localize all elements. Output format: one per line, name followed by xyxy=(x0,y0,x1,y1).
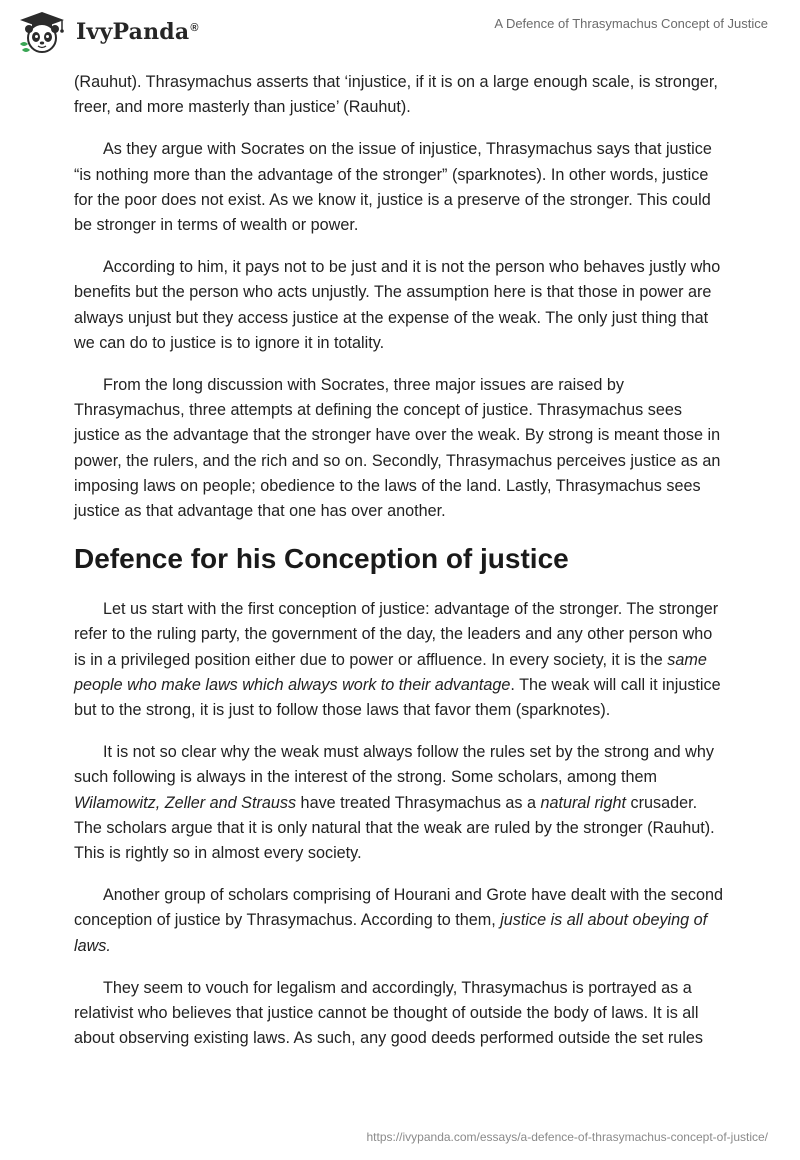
page-header xyxy=(0,0,800,64)
brand-name: IvyPanda® xyxy=(76,19,199,45)
section-heading: Defence for his Conception of justice xyxy=(74,543,569,575)
paragraph: They seem to vouch for legalism and accordingly, Thrasymachus is portrayed as a relativist who believes that justice cannot be thought of outside the body of laws. It is all about observing existing laws. As such, any good deeds performed outside the set rules xyxy=(74,978,703,1048)
paragraph: (Rauhut). Thrasymachus asserts that ‘injustice, if it is on a large enough scale, is stronger, freer, and more masterly than justice’ (Rauhut). xyxy=(74,73,718,117)
paragraph: Let us start with the first conception of justice: advantage of the stronger. The stronger refer to the ruling party, the government of the day, the leaders and any other person who is in a privileged position either due to power or affluence. In every society, it is the same people who make laws which always work to their advantage. The weak will call it injustice but to the strong, it is just to follow those laws that favor them (sparknotes). xyxy=(74,600,721,720)
panda-graduate-icon xyxy=(16,10,68,54)
paragraph: It is not so clear why the weak must always follow the rules set by the strong and why such following is always in the interest of the strong. Some scholars, among them Wilamowitz, Zeller and Strauss have treated Thrasymachus as a natural right crusader. The scholars argue that it is only natural that the weak are ruled by the stronger (Rauhut). This is rightly so in almost every society. xyxy=(74,743,715,863)
document-title: A Defence of Thrasymachus Concept of Justice xyxy=(494,16,768,31)
paragraph: As they argue with Socrates on the issue of injustice, Thrasymachus says that justice “is nothing more than the advantage of the stronger” (sparknotes). In other words, justice for the poor does not exist. As we know it, justice is a preserve of the stronger. This could be stronger in terms of wealth or power. xyxy=(74,140,712,235)
ivypanda-logo[interactable] xyxy=(16,10,199,54)
source-url[interactable]: https://ivypanda.com/essays/a-defence-of-thrasymachus-concept-of-justice/ xyxy=(366,1130,768,1144)
paragraph: Another group of scholars comprising of Hourani and Grote have dealt with the second conception of justice by Thrasymachus. According to them, justice is all about obeying of laws. xyxy=(74,886,723,955)
essay-body xyxy=(74,70,726,1069)
paragraph: According to him, it pays not to be just and it is not the person who behaves justly who benefits but the person who acts unjustly. The assumption here is that those in power are always unjust but they access justice at the expense of the weak. The only just thing that we can do to justice is to ignore it in totality. xyxy=(74,258,721,352)
paragraph: From the long discussion with Socrates, three major issues are raised by Thrasymachus, three attempts at defining the concept of justice. Thrasymachus sees justice as the advantage that the stronger have over the weak. By strong is meant those in power, the rulers, and the rich and so on. Secondly, Thrasymachus perceives justice as an imposing laws on people; obedience to the laws of the land. Lastly, Thrasymachus sees justice as that advantage that one has over another. xyxy=(74,376,721,521)
